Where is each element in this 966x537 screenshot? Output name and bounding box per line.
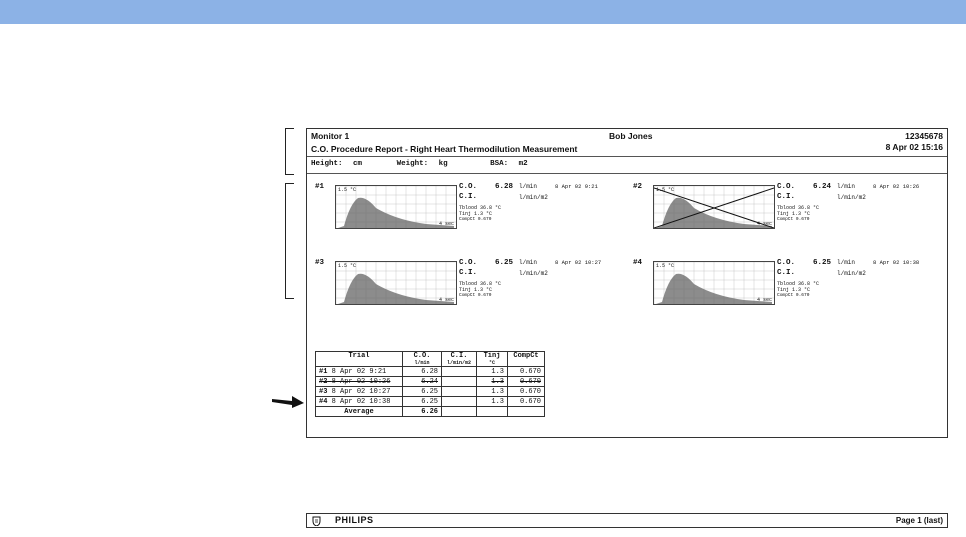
cell-compct: 0.670	[508, 367, 545, 377]
cell-compct: 0.670	[508, 397, 545, 407]
curve-scale: 1.5 °C	[656, 263, 675, 269]
trial-summary-table	[315, 351, 545, 417]
philips-shield-icon	[312, 516, 321, 526]
trial-block	[309, 259, 619, 323]
curve-time-tick: 4 sec	[756, 297, 772, 303]
col-tinj: Tinj °C	[477, 352, 508, 367]
table-row	[316, 387, 545, 397]
co-label: C.O.	[777, 259, 796, 267]
cell-empty	[442, 407, 477, 417]
co-value: 6.25	[495, 259, 514, 267]
average-row	[316, 407, 545, 417]
ci-label: C.I.	[777, 193, 796, 201]
cell-co: 6.24	[403, 377, 442, 387]
cell-empty	[477, 407, 508, 417]
top-banner	[0, 0, 966, 24]
tblood: Tblood 36.8 °C	[459, 205, 502, 211]
table-row	[316, 367, 545, 377]
tblood: Tblood 36.8 °C	[459, 281, 502, 287]
co-unit: l/min	[519, 259, 538, 266]
tinj: Tinj 1.3 °C	[459, 287, 493, 293]
ci-unit: l/min/m2	[837, 194, 866, 201]
cell-co: 6.25	[403, 387, 442, 397]
curve-scale: 1.5 °C	[338, 187, 357, 193]
trial-time: 8 Apr 02 10:27	[555, 259, 602, 266]
cell-trial: #4 8 Apr 02 10:38	[316, 397, 403, 407]
report-footer	[306, 513, 948, 528]
curve-scale: 1.5 °C	[656, 187, 675, 193]
cell-compct: 0.670	[508, 377, 545, 387]
divider	[307, 173, 947, 174]
report-datetime: 8 Apr 02 15:16	[885, 142, 943, 152]
weight-label: Weight:	[396, 160, 429, 168]
trial-time: 8 Apr 02 9:21	[555, 183, 598, 190]
cell-co: 6.25	[403, 397, 442, 407]
cell-trial: #2 8 Apr 02 10:26	[316, 377, 403, 387]
col-co: C.O. l/min	[403, 352, 442, 367]
thermodilution-curve	[335, 185, 457, 229]
trial-number: #1	[315, 183, 325, 191]
thermodilution-curve	[653, 185, 775, 229]
compct: CompCt 0.670	[777, 217, 810, 222]
report-title: C.O. Procedure Report - Right Heart Thermodilution Measurement	[311, 144, 578, 154]
page-indicator: Page 1 (last)	[895, 516, 943, 525]
trial-time: 8 Apr 02 10:38	[873, 259, 920, 266]
col-trial: Trial	[316, 352, 403, 367]
cell-compct: 0.670	[508, 387, 545, 397]
tblood: Tblood 36.8 °C	[777, 205, 820, 211]
bsa-unit: m2	[518, 160, 528, 168]
cell-tinj: 1.3	[477, 377, 508, 387]
trial-number: #3	[315, 259, 325, 267]
ci-unit: l/min/m2	[519, 194, 548, 201]
thermodilution-curve	[653, 261, 775, 305]
height-label: Height:	[311, 160, 343, 168]
patient-id: 12345678	[905, 131, 943, 141]
cell-ci	[442, 377, 477, 387]
trial-number: #4	[633, 259, 643, 267]
tinj: Tinj 1.3 °C	[459, 211, 493, 217]
trial-block	[627, 259, 937, 323]
co-label: C.O.	[777, 183, 796, 191]
curve-time-tick: 4 sec	[438, 297, 454, 303]
height-unit: cm	[353, 160, 363, 168]
excluded-trial-arrow	[272, 395, 306, 409]
divider	[307, 156, 947, 157]
cell-ci	[442, 397, 477, 407]
co-unit: l/min	[519, 183, 538, 190]
co-value: 6.24	[813, 183, 832, 191]
ci-label: C.I.	[459, 269, 478, 277]
co-value: 6.25	[813, 259, 832, 267]
cell-empty	[508, 407, 545, 417]
compct: CompCt 0.670	[459, 217, 492, 222]
ci-label: C.I.	[777, 269, 796, 277]
co-unit: l/min	[837, 183, 856, 190]
monitor-label: Monitor 1	[311, 131, 350, 141]
co-label: C.O.	[459, 183, 478, 191]
co-unit: l/min	[837, 259, 856, 266]
ci-unit: l/min/m2	[837, 270, 866, 277]
thermodilution-curve	[335, 261, 457, 305]
ci-label: C.I.	[459, 193, 478, 201]
trial-time: 8 Apr 02 10:26	[873, 183, 920, 190]
header-bracket	[285, 128, 294, 175]
tinj: Tinj 1.3 °C	[777, 211, 811, 217]
brand-label: PHILIPS	[335, 515, 374, 525]
trial-block	[627, 183, 937, 247]
cell-ci	[442, 387, 477, 397]
bsa-label: BSA:	[490, 160, 509, 168]
cell-trial: #1 8 Apr 02 9:21	[316, 367, 403, 377]
cell-tinj: 1.3	[477, 397, 508, 407]
procedure-report	[306, 128, 948, 438]
table-row	[316, 377, 545, 387]
cell-trial: #3 8 Apr 02 10:27	[316, 387, 403, 397]
curve-time-tick: 4 sec	[756, 221, 772, 227]
trials-bracket	[285, 183, 294, 299]
col-ci: C.I. l/min/m2	[442, 352, 477, 367]
compct: CompCt 0.670	[777, 293, 810, 298]
co-label: C.O.	[459, 259, 478, 267]
cell-co: 6.28	[403, 367, 442, 377]
curve-time-tick: 4 sec	[438, 221, 454, 227]
col-compct: CompCt	[508, 352, 545, 367]
tinj: Tinj 1.3 °C	[777, 287, 811, 293]
weight-unit: kg	[438, 160, 448, 168]
compct: CompCt 0.670	[459, 293, 492, 298]
cell-tinj: 1.3	[477, 367, 508, 377]
co-value: 6.28	[495, 183, 514, 191]
trial-number: #2	[633, 183, 643, 191]
curve-scale: 1.5 °C	[338, 263, 357, 269]
patient-measurements	[311, 160, 528, 168]
table-header-row	[316, 352, 545, 367]
tblood: Tblood 36.8 °C	[777, 281, 820, 287]
patient-name: Bob Jones	[609, 131, 653, 141]
ci-unit: l/min/m2	[519, 270, 548, 277]
cell-ci	[442, 367, 477, 377]
average-label: Average	[316, 407, 403, 417]
average-co: 6.26	[403, 407, 442, 417]
table-row	[316, 397, 545, 407]
trial-block	[309, 183, 619, 247]
cell-tinj: 1.3	[477, 387, 508, 397]
